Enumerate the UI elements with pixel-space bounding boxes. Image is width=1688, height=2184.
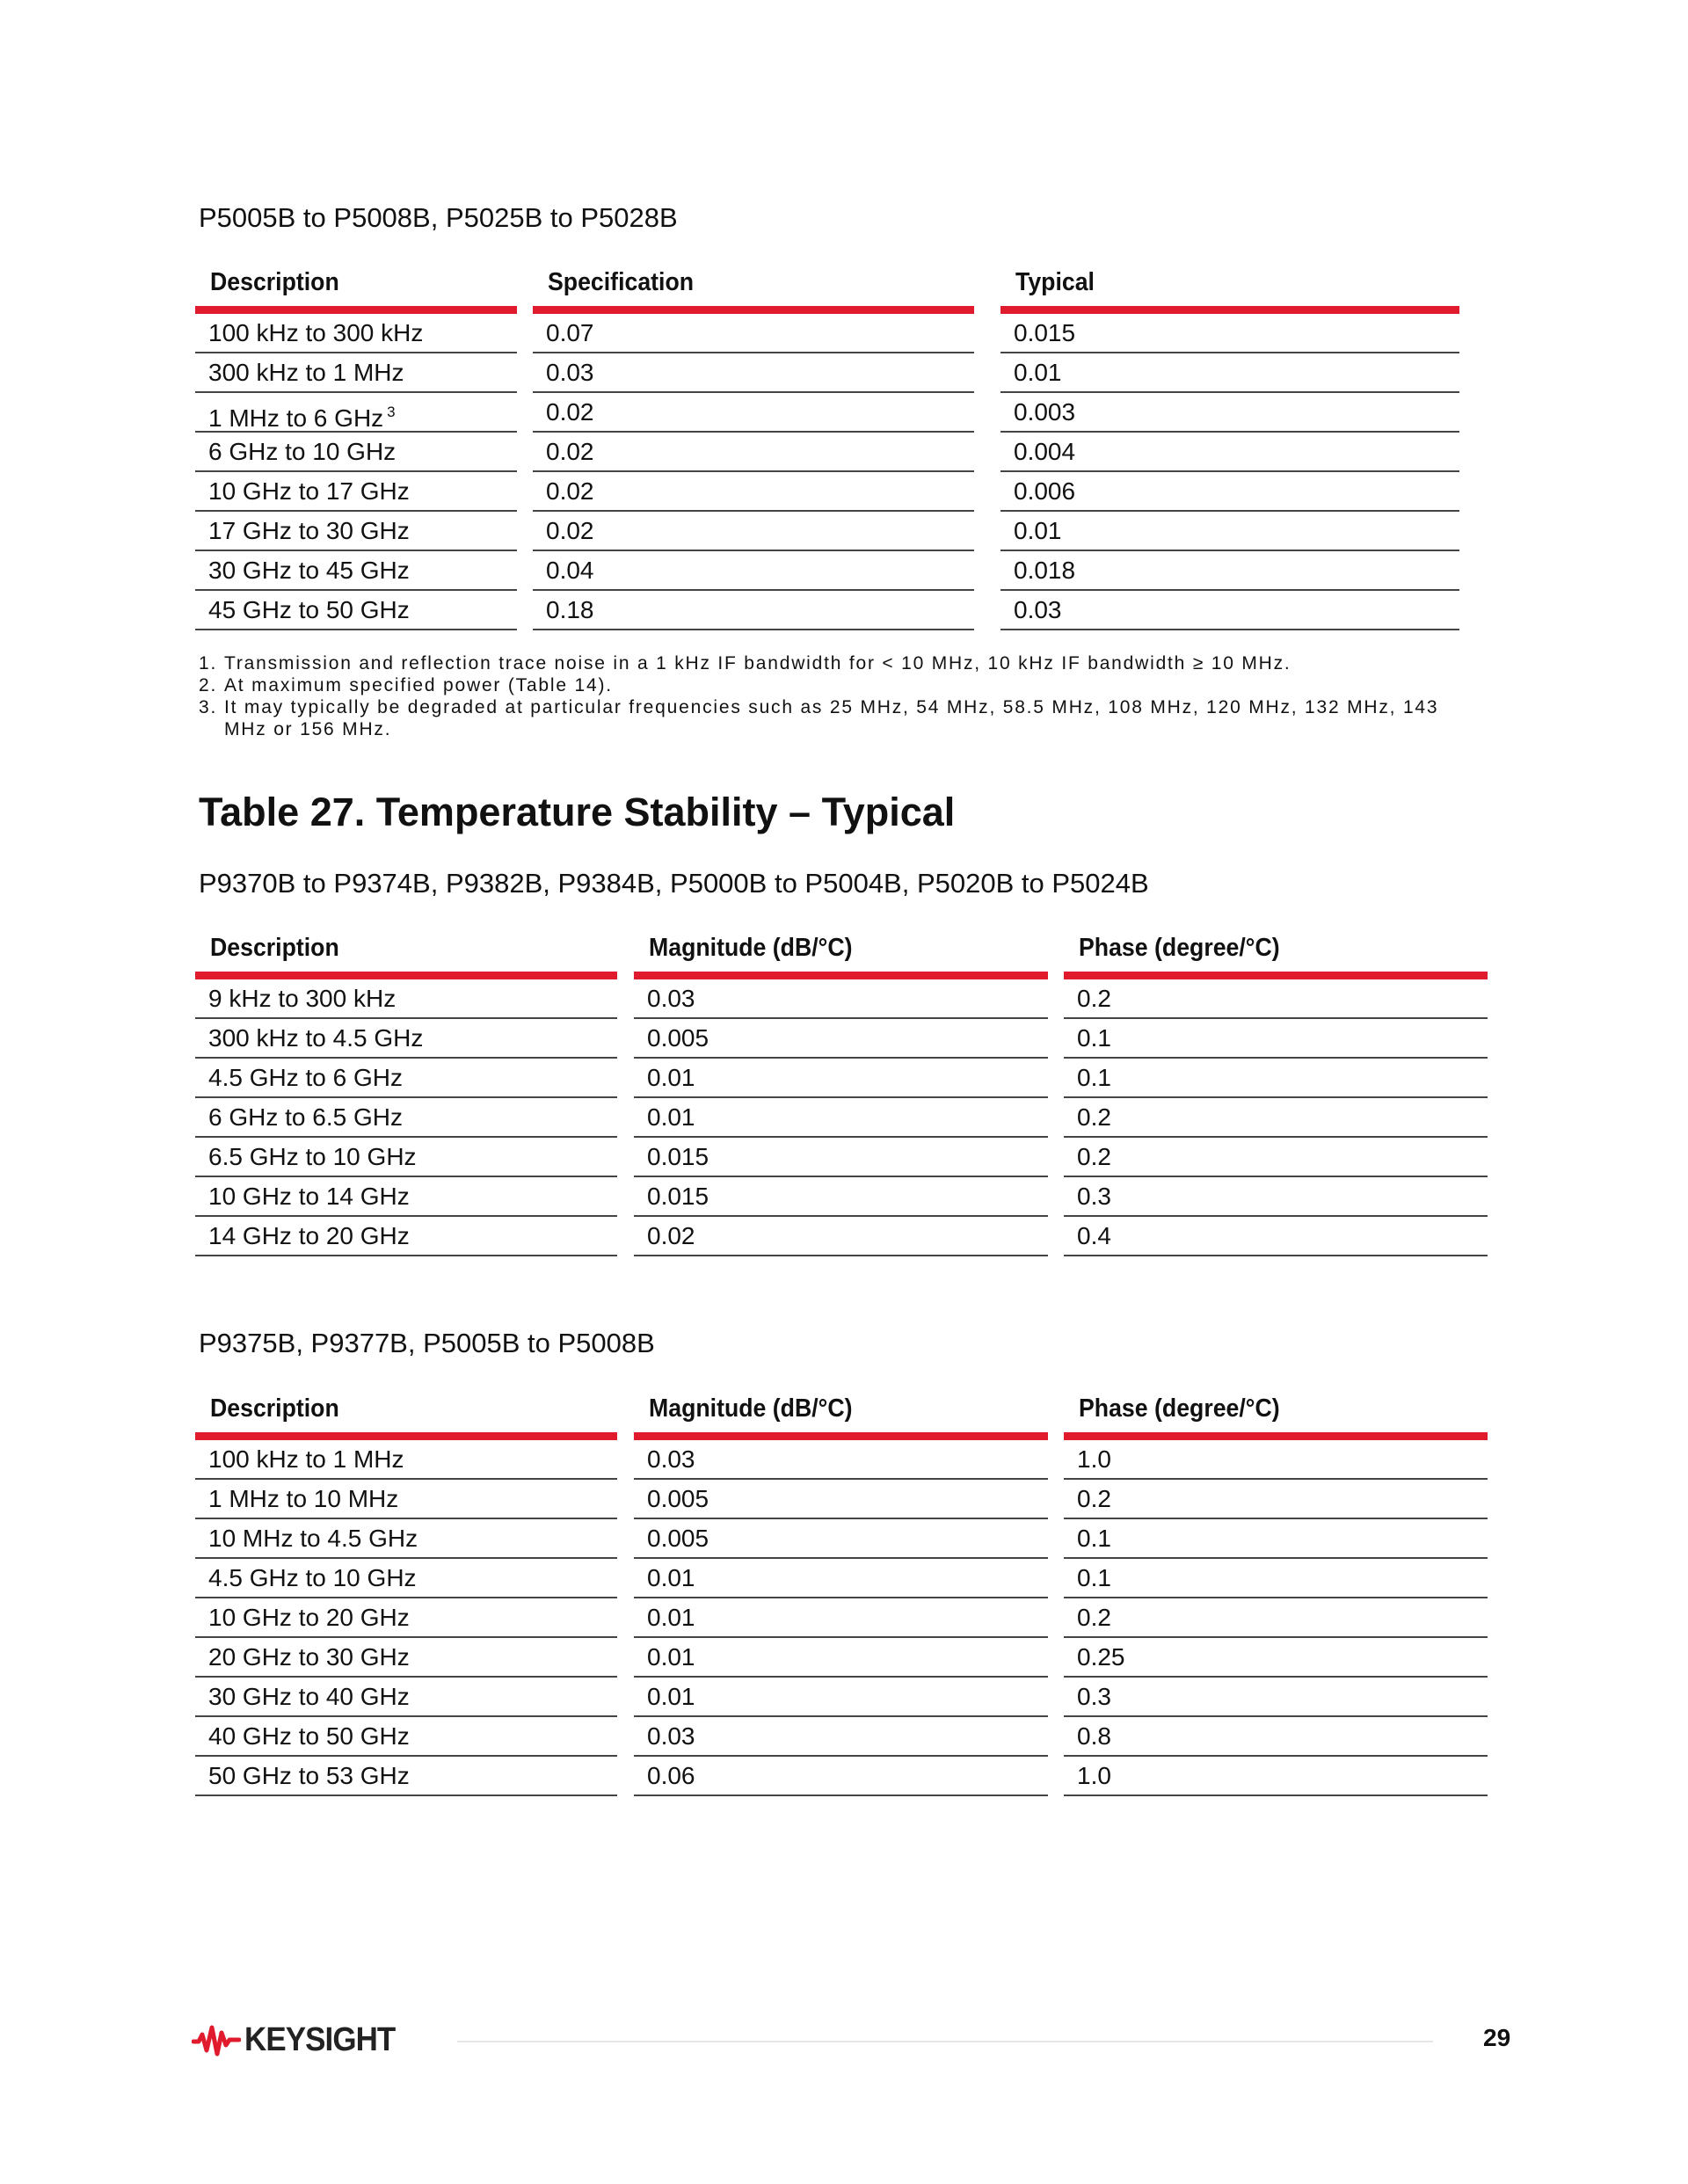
section-subtitle: P5005B to P5008B, P5025B to P5028B [199,202,678,233]
row-description-cell: 100 kHz to 1 MHz [195,1440,617,1480]
header-accent-bar [533,306,974,314]
row-value-cell: 0.005 [634,1519,1048,1559]
footer-divider [457,2041,1433,2042]
footnote: 3. It may typically be degraded at particular frequencies such as 25 MHz, 54 MHz, 58.5 MHz, 108 MHz, 120 MHz, 132 MHz, 143 MHz or 156 MHz. [199,697,1439,739]
row-value-cell: 0.01 [1000,512,1459,551]
row-value-cell: 0.3 [1064,1678,1488,1717]
row-description-cell: 300 kHz to 4.5 GHz [195,1019,617,1059]
column-header: Specification [548,268,695,296]
column-header: Description [210,934,339,962]
row-description-cell: 17 GHz to 30 GHz [195,512,517,551]
header-accent-bar [634,1432,1048,1440]
row-description-cell: 20 GHz to 30 GHz [195,1638,617,1678]
row-description-cell: 4.5 GHz to 6 GHz [195,1059,617,1098]
section-subtitle: P9375B, P9377B, P5005B to P5008B [199,1328,655,1358]
row-value-cell: 0.8 [1064,1717,1488,1757]
row-value-cell: 0.2 [1064,1598,1488,1638]
row-description-cell: 30 GHz to 45 GHz [195,551,517,591]
column-header: Magnitude (dB/°C) [649,934,853,962]
footnote: 1. Transmission and reflection trace noise in a 1 kHz IF bandwidth for < 10 MHz, 10 kHz IF bandwidth ≥ 10 MHz. [199,653,1291,673]
column-header: Magnitude (dB/°C) [649,1394,853,1423]
footnote-reference: 3 [387,404,396,420]
row-value-cell: 0.07 [533,314,974,353]
page-number: 29 [1483,2024,1511,2051]
row-value-cell: 0.003 [1000,393,1459,433]
row-value-cell: 0.01 [634,1678,1048,1717]
row-value-cell: 0.03 [634,979,1048,1019]
column-header: Phase (degree/°C) [1079,1394,1280,1423]
row-value-cell: 0.005 [634,1480,1048,1519]
row-description-cell: 45 GHz to 50 GHz [195,591,517,630]
row-value-cell: 0.01 [1000,353,1459,393]
header-accent-bar [195,1432,617,1440]
row-value-cell: 0.02 [533,472,974,512]
row-description-cell: 10 GHz to 20 GHz [195,1598,617,1638]
row-value-cell: 0.4 [1064,1217,1488,1256]
row-value-cell: 0.01 [634,1598,1048,1638]
row-value-cell: 0.02 [533,512,974,551]
row-value-cell: 0.01 [634,1059,1048,1098]
row-value-cell: 0.06 [634,1757,1048,1796]
row-value-cell: 1.0 [1064,1440,1488,1480]
row-description-cell: 10 GHz to 17 GHz [195,472,517,512]
keysight-logo [192,2019,408,2061]
section-subtitle: P9370B to P9374B, P9382B, P9384B, P5000B to P5004B, P5020B to P5024B [199,868,1149,899]
row-value-cell: 0.006 [1000,472,1459,512]
row-value-cell: 0.004 [1000,433,1459,472]
row-value-cell: 0.3 [1064,1177,1488,1217]
row-value-cell: 0.2 [1064,1480,1488,1519]
row-description-cell: 50 GHz to 53 GHz [195,1757,617,1796]
header-accent-bar [634,972,1048,979]
footnotes [199,652,1473,740]
row-description-cell: 9 kHz to 300 kHz [195,979,617,1019]
row-description-cell: 6 GHz to 10 GHz [195,433,517,472]
row-value-cell: 0.02 [533,393,974,433]
row-description-cell: 6.5 GHz to 10 GHz [195,1138,617,1177]
logo-text: KEYSIGHT [244,2020,396,2058]
row-value-cell: 0.1 [1064,1519,1488,1559]
row-description-cell: 10 MHz to 4.5 GHz [195,1519,617,1559]
row-value-cell: 0.1 [1064,1559,1488,1598]
row-description-cell: 4.5 GHz to 10 GHz [195,1559,617,1598]
row-description-cell: 10 GHz to 14 GHz [195,1177,617,1217]
header-accent-bar [195,306,517,314]
row-value-cell: 0.01 [634,1559,1048,1598]
column-header: Typical [1015,268,1095,296]
row-value-cell: 0.03 [634,1440,1048,1480]
row-value-cell: 0.01 [634,1638,1048,1678]
row-value-cell: 0.04 [533,551,974,591]
row-value-cell: 0.1 [1064,1019,1488,1059]
column-header: Description [210,1394,339,1423]
row-description-cell: 100 kHz to 300 kHz [195,314,517,353]
row-value-cell: 0.2 [1064,1098,1488,1138]
row-value-cell: 0.03 [533,353,974,393]
row-value-cell: 0.02 [634,1217,1048,1256]
row-description-cell: 40 GHz to 50 GHz [195,1717,617,1757]
column-header: Description [210,268,339,296]
row-value-cell: 0.2 [1064,1138,1488,1177]
row-description-cell: 300 kHz to 1 MHz [195,353,517,393]
footnote: 2. At maximum specified power (Table 14). [199,675,613,695]
row-value-cell: 0.25 [1064,1638,1488,1678]
row-value-cell: 0.015 [1000,314,1459,353]
row-value-cell: 0.1 [1064,1059,1488,1098]
row-value-cell: 0.018 [1000,551,1459,591]
keysight-wave-icon [192,2019,241,2061]
row-description-cell: 14 GHz to 20 GHz [195,1217,617,1256]
row-value-cell: 0.01 [634,1098,1048,1138]
row-description-cell: 1 MHz to 6 GHz $^3$ [195,393,517,433]
row-description-cell: 30 GHz to 40 GHz [195,1678,617,1717]
row-value-cell: 0.015 [634,1177,1048,1217]
row-value-cell: 0.02 [533,433,974,472]
header-accent-bar [1000,306,1459,314]
row-value-cell: 1.0 [1064,1757,1488,1796]
row-description-cell: 6 GHz to 6.5 GHz [195,1098,617,1138]
column-header: Phase (degree/°C) [1079,934,1280,962]
row-value-cell: 0.005 [634,1019,1048,1059]
header-accent-bar [1064,1432,1488,1440]
row-value-cell: 0.03 [634,1717,1048,1757]
header-accent-bar [195,972,617,979]
row-value-cell: 0.2 [1064,979,1488,1019]
row-description-cell: 1 MHz to 10 MHz [195,1480,617,1519]
row-value-cell: 0.03 [1000,591,1459,630]
header-accent-bar [1064,972,1488,979]
row-value-cell: 0.015 [634,1138,1048,1177]
row-value-cell: 0.18 [533,591,974,630]
table-title: Table 27. Temperature Stability – Typical [199,790,956,834]
